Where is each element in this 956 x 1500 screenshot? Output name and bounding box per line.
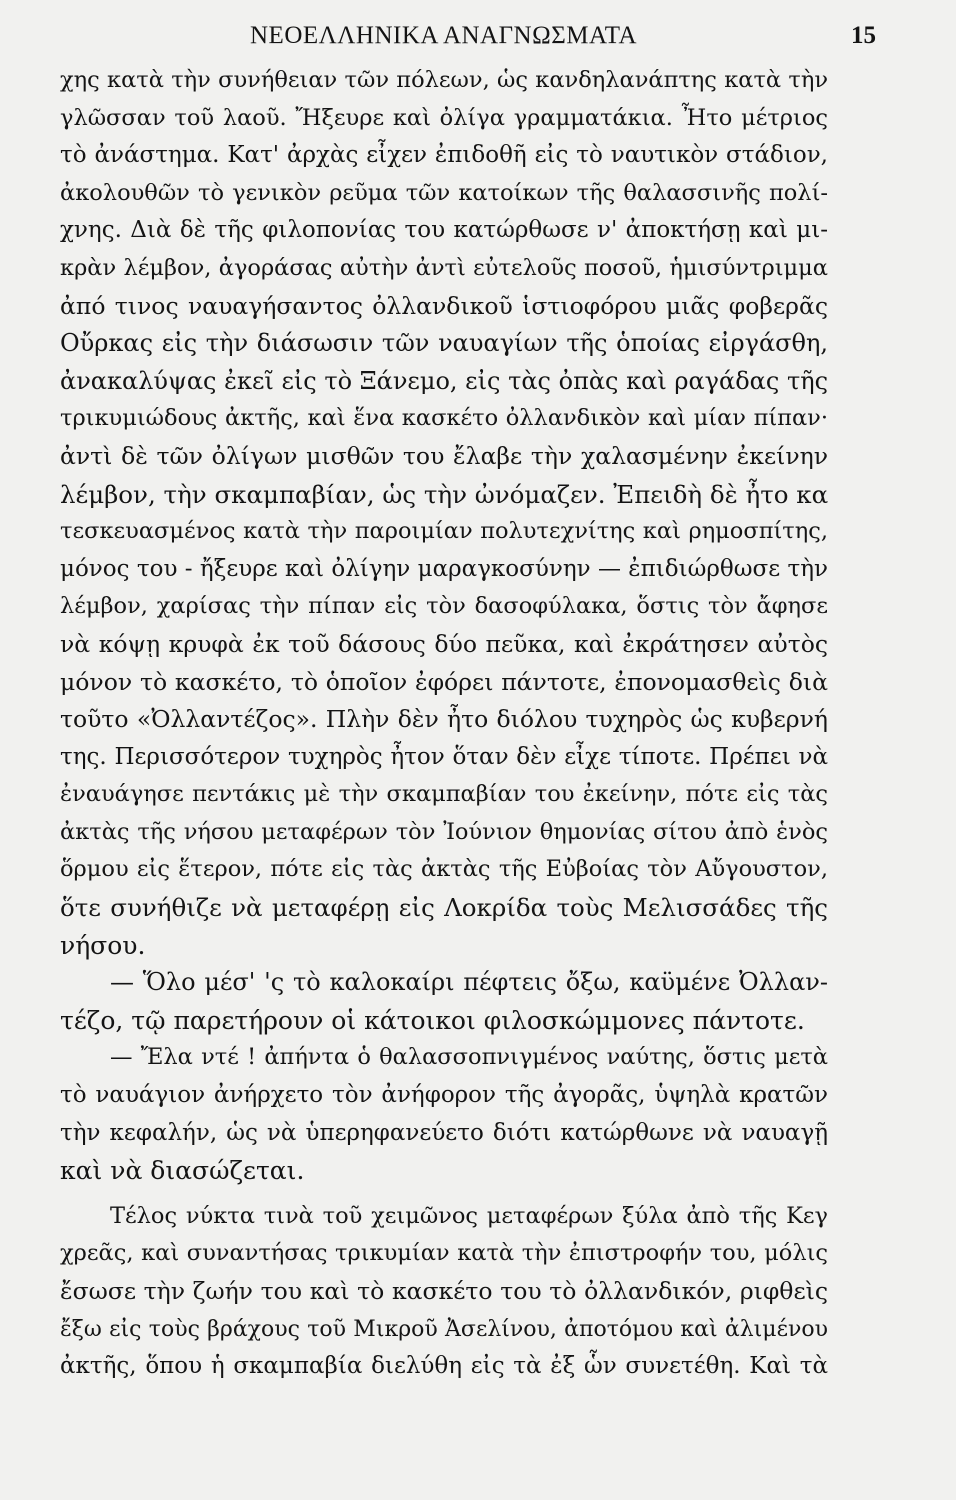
paragraph-first-line: Τέλος νύκτα τινὰ τοῦ χειμῶνος μεταφέρων ξύλα ἀπὸ τῆς Κεγ <box>110 1202 828 1229</box>
text-line: χης κατὰ τὴν συνήθειαν τῶν πόλεων, ὡς κανδηλανάπτης κατὰ τὴν <box>60 67 828 93</box>
text-line: νὰ κόψῃ κρυφὰ ἐκ τοῦ δάσους δύο πεῦκα, καὶ ἐκράτησεν αὐτὸς <box>60 629 828 658</box>
text-line: ἔξω εἰς τοὺς βράχους τοῦ Μικροῦ Ἀσελίνου, ἀποτόμου καὶ ἀλιμένου <box>60 1316 828 1342</box>
body-text <box>60 62 828 1386</box>
text-line: λέμβον, τὴν σκαμπαβίαν, ὡς τὴν ὠνόμαζεν. Ἐπειδὴ δὲ ἦτο κα <box>60 479 829 509</box>
text-line: ἀνακαλύψας ἐκεῖ εἰς τὸ Ξάνεμο, εἰς τὰς ὀπὰς καὶ ραγάδας τῆς <box>60 366 829 395</box>
text-line: τρικυμιώδους ἀκτῆς, καὶ ἕνα κασκέτο ὀλλανδικὸν καὶ μίαν πίπαν· <box>60 405 828 432</box>
dialogue-line: — Ἔλα ντέ ! ἀπήντα ὁ θαλασσοπνιγμένος ναύτης, ὅστις μετὰ <box>110 1044 828 1071</box>
text-line: ἀντὶ δὲ τῶν ὀλίγων μισθῶν του ἔλαβε τὴν χαλασμένην ἐκείνην <box>60 441 828 470</box>
page-number: 15 <box>851 22 876 49</box>
text-line: τὸ ναυάγιον ἀνήρχετο τὸν ἀνήφορον τῆς ἀγορᾶς, ὑψηλὰ κρατῶν <box>60 1082 828 1109</box>
text-line: ἐναυάγησε πεντάκις μὲ τὴν σκαμπαβίαν του ἐκείνην, πότε εἰς τὰς <box>60 781 828 808</box>
text-line: ἀπό τινος ναυαγήσαντος ὀλλανδικοῦ ἱστιοφόρου μιᾶς φοβερᾶς <box>60 291 828 320</box>
text-line: καὶ νὰ διασώζεται. <box>60 1156 305 1186</box>
text-line: λέμβον, χαρίσας τὴν πίπαν εἰς τὸν δασοφύλακα, ὅστις τὸν ἄφησε <box>60 593 828 620</box>
text-line: γλῶσσαν τοῦ λαοῦ. Ἤξευρε καὶ ὀλίγα γραμματάκια. Ἦτο μέτριος <box>60 104 828 131</box>
text-line: τεσκευασμένος κατὰ τὴν παροιμίαν πολυτεχνίτης καὶ ρημοσπίτης, <box>60 518 828 545</box>
text-line: κρὰν λέμβον, ἀγοράσας αὐτὴν ἀντὶ εὐτελοῦς ποσοῦ, ἡμισύντριμμα <box>60 254 828 281</box>
text-line: ἀκολουθῶν τὸ γενικὸν ρεῦμα τῶν κατοίκων τῆς θαλασσινῆς πολί- <box>60 179 828 206</box>
text-line: της. Περισσότερον τυχηρὸς ἦτον ὅταν δὲν εἶχε τίποτε. Πρέπει νὰ <box>60 743 828 770</box>
text-line: ὅρμου εἰς ἕτερον, πότε εἰς τὰς ἀκτὰς τῆς Εὐβοίας τὸν Αὔγουστον, <box>60 856 828 883</box>
text-line: μόνος του - ἤξευρε καὶ ὀλίγην μαραγκοσύνην — ἐπιδιώρθωσε τὴν <box>60 555 828 582</box>
text-line: τὴν κεφαλήν, ὡς νὰ ὑπερηφανεύετο διότι κατώρθωνε νὰ ναυαγῇ <box>60 1119 828 1146</box>
text-line: Οὔρκας εἰς τὴν διάσωσιν τῶν ναυαγίων τῆς ὁποίας εἰργάσθη, <box>60 329 828 358</box>
page-header <box>60 22 876 62</box>
text-line: χρεᾶς, καὶ συναντήσας τρικυμίαν κατὰ τὴν ἐπιστροφήν του, μόλις <box>60 1240 828 1267</box>
text-line: ἔσωσε τὴν ζωήν του καὶ τὸ κασκέτο του τὸ ὀλλανδικόν, ριφθεὶς <box>60 1277 828 1305</box>
text-line: τέζο, τῷ παρετήρουν οἱ κάτοικοι φιλοσκώμμονες πάντοτε. <box>60 1005 805 1035</box>
text-line: ἀκτῆς, ὅπου ἡ σκαμπαβία διελύθη εἰς τὰ ἐξ ὧν συνετέθη. Καὶ τὰ <box>60 1353 828 1380</box>
dialogue-line: — Ὅλο μέσ' 'ς τὸ καλοκαίρι πέφτεις ὄξω, καϋμένε Ὀλλαν- <box>110 968 828 997</box>
text-line: ὅτε συνήθιζε νὰ μεταφέρῃ εἰς Λοκρίδα τοὺς Μελισσάδες τῆς <box>60 893 828 923</box>
running-title: ΝΕΟΕΛΛΗΝΙΚΑ ΑΝΑΓΝΩΣΜΑΤΑ <box>250 22 638 49</box>
paragraph-gap <box>60 1190 828 1198</box>
text-line: χνης. Διὰ δὲ τῆς φιλοπονίας του κατώρθωσε ν' ἀποκτήσῃ καὶ μι- <box>60 217 828 244</box>
text-line: τὸ ἀνάστημα. Κατ' ἀρχὰς εἶχεν ἐπιδοθῆ εἰς τὸ ναυτικὸν στάδιον, <box>60 142 828 169</box>
text-line: ἀκτὰς τῆς νήσου μεταφέρων τὸν Ἰούνιον θημονίας σίτου ἀπὸ ἑνὸς <box>60 818 828 845</box>
text-line: νήσου. <box>60 930 146 960</box>
text-line: τοῦτο «Ὀλλαντέζος». Πλὴν δὲν ἦτο διόλου τυχηρὸς ὡς κυβερνή <box>60 705 828 734</box>
text-line: μόνον τὸ κασκέτο, τὸ ὁποῖον ἐφόρει πάντοτε, ἐπονομασθεὶς διὰ <box>60 667 828 696</box>
